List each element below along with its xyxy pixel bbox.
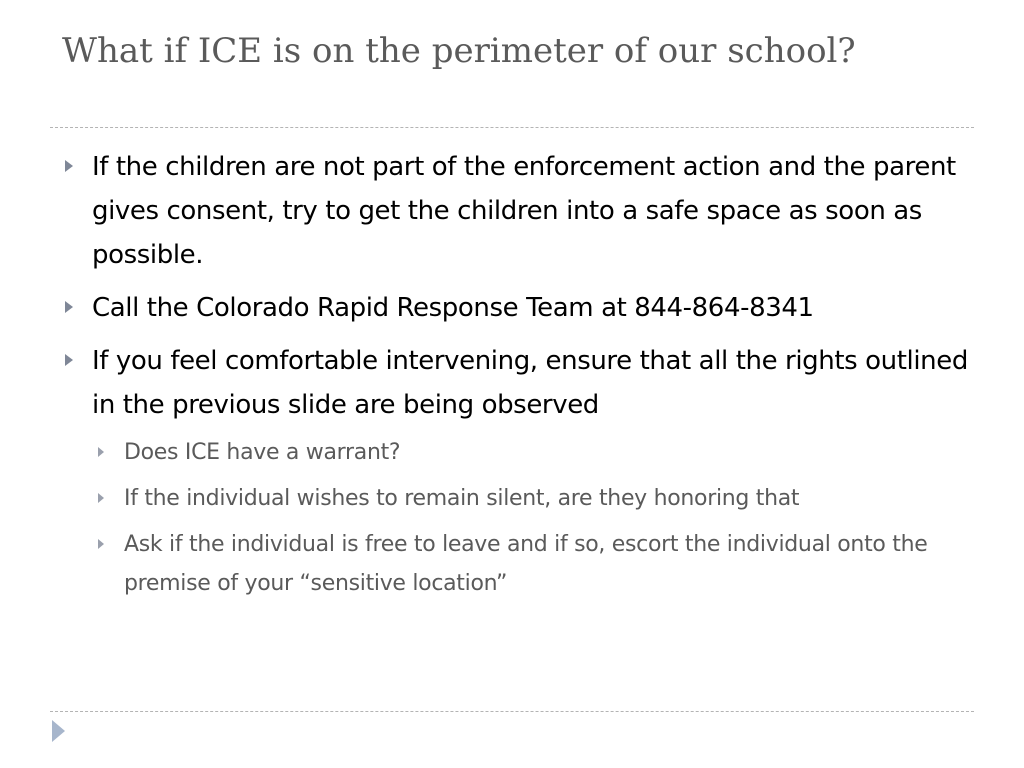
sub-bullet-item — [62, 479, 982, 518]
triangle-bullet-icon — [65, 354, 73, 366]
triangle-bullet-icon — [98, 493, 104, 503]
sub-bullet-list — [62, 433, 982, 610]
bullet-text: If you feel comfortable intervening, ensure that all the rights outlined in the previous slide are being observed — [92, 346, 968, 420]
sub-bullet-text: Does ICE have a warrant? — [124, 440, 401, 465]
sub-bullet-text: Ask if the individual is free to leave and if so, escort the individual onto the premise of your “sensitive location” — [124, 532, 928, 596]
triangle-bullet-icon — [65, 160, 73, 172]
sub-bullet-text: If the individual wishes to remain silent, are they honoring that — [124, 486, 800, 511]
triangle-bullet-icon — [65, 301, 73, 313]
sub-bullet-item — [62, 525, 982, 603]
bullet-list — [62, 145, 982, 436]
bullet-text: Call the Colorado Rapid Response Team at 844-864-8341 — [92, 293, 814, 323]
sub-bullet-item — [62, 433, 982, 472]
bullet-item — [62, 145, 982, 277]
footer-divider — [50, 711, 974, 712]
title-divider — [50, 127, 974, 128]
slide-title: What if ICE is on the perimeter of our school? — [62, 31, 856, 71]
bullet-item — [62, 339, 982, 427]
next-slide-arrow-icon[interactable] — [52, 720, 65, 742]
triangle-bullet-icon — [98, 447, 104, 457]
bullet-item — [62, 286, 982, 330]
bullet-text: If the children are not part of the enforcement action and the parent gives consent, try to get the children into a safe space as soon as possible. — [92, 152, 956, 270]
triangle-bullet-icon — [98, 539, 104, 549]
